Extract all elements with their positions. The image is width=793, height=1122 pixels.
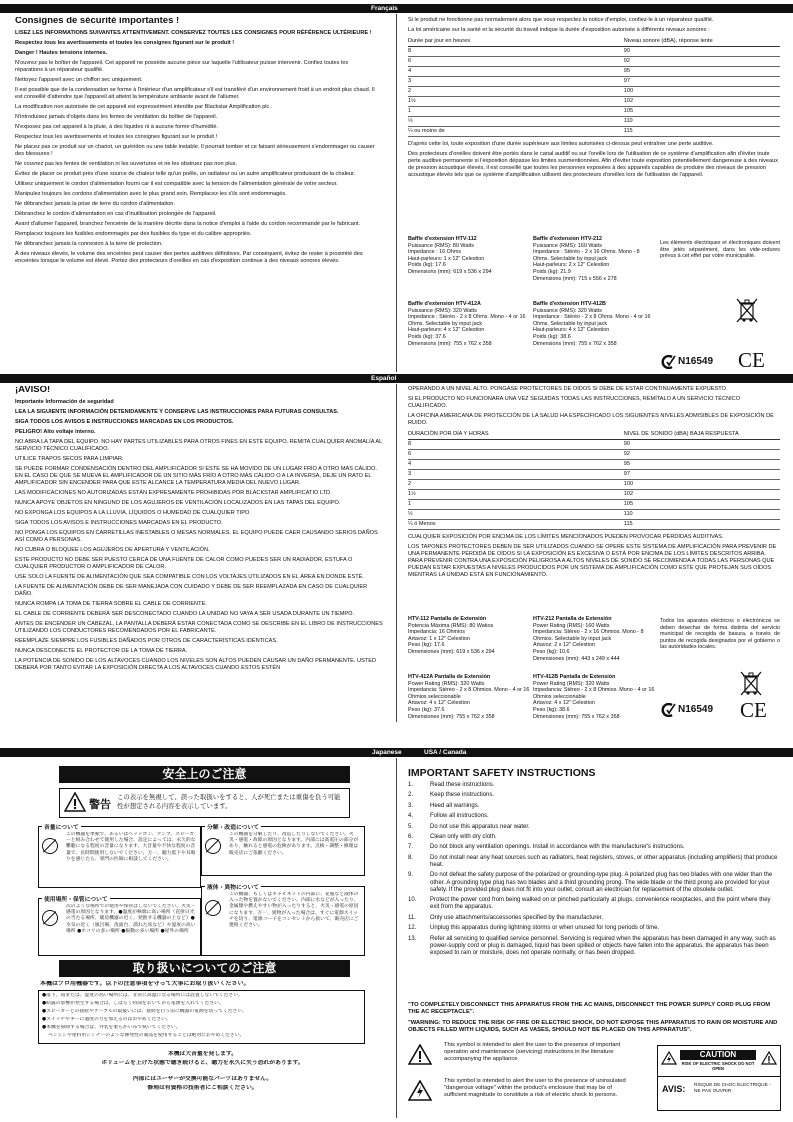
spec-line: Artavoz: 4 x 12" Celestion	[533, 700, 595, 707]
list-item	[408, 834, 780, 841]
spanish-r2: SI EL PRODUCTO NO FUNCIONARA UNA VEZ SEGUIDAS TODAS LAS INSTRUCCIONES, REMÍTALO A UN SERVICIO TÉCNICO CUALIFICADO.	[408, 396, 741, 409]
us-safety-list-wrap	[408, 782, 780, 960]
spec-line: Haut-parleurs: 4 x 12" Celestion	[408, 327, 485, 334]
section-label-japanese: Japanese	[372, 749, 402, 756]
french-cabinet-spec-2	[533, 236, 651, 282]
spanish-p10: NO EXPONGA LOS EQUIPOS A LA LLUVIA, LÍQUIDOS O HUMEDAD DE CUALQUIER TIPO.	[15, 510, 251, 516]
table-cell: 4	[408, 66, 624, 76]
list-item-number: 4.	[408, 813, 414, 820]
table-cell: 100	[624, 86, 780, 96]
spanish-cabinet-spec-1	[408, 616, 530, 656]
table-cell: 95	[624, 66, 780, 76]
spec-line: Puissance (RMS): 320 Watts	[408, 307, 478, 314]
caution-label	[657, 1045, 781, 1111]
spec-title: HTV-112 Pantalla de Extensión	[408, 616, 487, 622]
spec-line: Artavoz: 4 x 12" Celestion	[408, 700, 470, 707]
table-row	[408, 439, 780, 449]
jp-footer-2: ボリュームを上げた状態で聴き続けると、聴力を永久に失う恐れがあります。	[101, 1060, 304, 1066]
french-title: Consignes de sécurité importantes !	[15, 17, 180, 26]
spec-line: Haut-parleurs: 2 x 12" Celestion	[533, 262, 610, 269]
spec-line: Peso (kg): 10.6	[533, 648, 570, 655]
list-item-text: Follow all instructions.	[430, 813, 489, 820]
french-cabinet-spec-3	[408, 301, 528, 347]
spanish-p14: ESTE PRODUCTO NO DEBE SER PUESTO CERCA DE UNA FUENTE DE CALOR COMO PUEDES SER UN RADIADOR, ESTUFA O CUALQUIER PRODUCTOR O AMPLIFICADOR DE CALOR.	[15, 557, 353, 570]
french-p16: Ne débranchez jamais la prise de terre du cordon d'alimentation.	[15, 201, 175, 207]
table-cell: 1½	[408, 489, 624, 499]
table-header-row	[408, 37, 780, 46]
spanish-p9: NUNCA APOYE OBJETOS EN NINGUNO DE LOS AGUJEROS DE VENTILACIÓN LOCALIZADOS EN LAS TAPAS DEL EQUIPO.	[15, 500, 341, 506]
spec-line: Poids (kg): 37.6	[408, 333, 446, 340]
french-r2: La loi américaine sur la santé et la sécurité du travail indique la durée d'exposition autorisée à différents niveaux sonores :	[408, 27, 710, 33]
us-symbol-text-1: This symbol is intended to alert the user to the presence of important operation and maintenance (servicing) instructions in the literature accompanying the appliance.	[444, 1042, 621, 1063]
french-p2: Respectez tous les avertissements et toutes les consignes figurant sur le produit !	[15, 40, 235, 46]
french-p8: N'introduisez jamais d'objets dans les fentes de ventilation du boîtier de l'appareil.	[15, 114, 218, 120]
spec-line: Dimensiones (mm): 619 x 536 x 294	[408, 648, 495, 655]
spec-line: Impedance : 16 Ohms	[408, 249, 462, 256]
spec-title: HTV-212 Pantalla de Extensión	[533, 616, 612, 622]
bottom-column-divider	[396, 758, 397, 1118]
table-row	[408, 66, 780, 76]
spanish-cabinet-spec-4	[533, 674, 655, 720]
ce-mark: CE	[740, 698, 767, 722]
jp-warning-text: この表示を無視して、誤った取扱いをすると、人が死亡または重傷を負う可能性が想定される内容を表示しています。	[117, 793, 341, 810]
us-safety-title: IMPORTANT SAFETY INSTRUCTIONS	[408, 767, 596, 779]
table-cell: 1	[408, 499, 624, 509]
table-row	[408, 479, 780, 489]
compliance-number: N16549	[678, 704, 714, 715]
spec-line: Peso (kg): 37.6	[408, 706, 445, 713]
jp-handling-title: 取り扱いについてのご注意	[59, 960, 350, 977]
spanish-p5: NO ABRA LA TAPA DEL EQUIPO. NO HAY PARTES UTILIZABLES PARA OTROS FINES EN ESTE EQUIPO. REMITA CUALQUIER ANOMALÍA AL SERVICIO TÉCNICO CUALIFICADO.	[15, 439, 383, 452]
list-item	[408, 813, 780, 820]
table-cell: 90	[624, 439, 780, 449]
spec-title: Baffle d'extension HTV-412B	[533, 301, 606, 307]
weee-bin-icon	[736, 297, 758, 324]
french-p19: Remplacez toujours les fusibles endommagés par des fusibles du type et du calibre appropriés.	[15, 231, 252, 237]
jp-text-liquids: この機器、もしくはキャビネットの内部に、花瓶など液体の入った物を置かないでください。内部に水などが入ったり、金属類や燃えやすい物が入ったりすると、火災・感電の原因になります。万一、異物が入った場合は、すぐに電源スイッチを切り、電源コードをコンセントから抜いて、販売店にご連絡ください。	[229, 892, 359, 929]
list-item-number: 11.	[408, 914, 416, 921]
spec-line: Potencia Máxima (RMS): 80 Watios	[408, 622, 494, 629]
table-header-cell: Durée par jour en heures	[408, 37, 624, 46]
table-row	[408, 509, 780, 519]
prohibited-icon	[205, 838, 221, 854]
spanish-p7: SE PUEDE FORMAR CONDENSACIÓN DENTRO DEL AMPLIFICADOR SI ESTE SE HA MOVIDO DE UN LUGAR FRÍO A OTRO MÁS CÁLIDO. EN EL CASO DE QUE SE MUEVA EL AMPLIFICADOR DE UN SITIO MÁS FRÍO A OTRO MÁS CÁLIDO O A LA INVERSA, DEJE UN RATO EL AMPLIFICADOR SIN ENCENDER PARA QUE ESTE ALCANCE LA TEMPERATURA MEDIA DEL NUEVO LUGAR.	[15, 466, 377, 486]
list-item	[408, 844, 780, 851]
caution-title: CAUTION	[680, 1050, 756, 1060]
us-warning-disconnect: "TO COMPLETELY DISCONNECT THIS APPARATUS FROM THE AC MAINS, DISCONNECT THE POWER SUPPLY CORD PLUG FROM THE AC RECEPTACLE".	[408, 1002, 771, 1016]
table-cell: 97	[624, 76, 780, 86]
jp-handling-sub: 本機はプロ用機器です。以下の注意事項を守って大事にお取り扱いください。	[40, 981, 250, 987]
table-cell: 3	[408, 76, 624, 86]
list-item	[408, 803, 780, 810]
spanish-p12: NO PONGA LOS EQUIPOS EN CARRETILLAS INESTABLES O MESAS NORMALES. EL EQUIPO PUEDE CAER CAUSANDO SERIOS DAÑOS ASÍ COMO A PERSONAS.	[15, 530, 378, 543]
weee-bin-icon	[740, 670, 762, 697]
jp-heading-liquids: 液体・異物について	[205, 882, 261, 891]
spanish-p1: Importante Información de seguridad	[15, 399, 114, 405]
exclamation-triangle-icon	[761, 1051, 777, 1065]
french-p1: LISEZ LES INFORMATIONS SUIVANTES ATTENTIVEMENT. CONSERVEZ TOUTES LES CONSIGNES POUR RÉFÉRENCE ULTÉRIEURE !	[15, 30, 372, 36]
french-p13: Évitez de placer ce produit près d'une source de chaleur telle qu'un poêle, un radiateur ou un autre amplificateur produisant de la chaleur.	[15, 171, 356, 177]
compliance-number: N16549	[678, 356, 714, 367]
spec-line: Power Rating (RMS): 320 Watts	[533, 680, 610, 687]
spec-line: Impedancia: Stéreo - 2 x 8 Ohmios. Mono - 4 or 16 Ohmios seleccionable	[533, 687, 655, 700]
list-item-text: Keep these instructions.	[430, 792, 495, 799]
list-item-number: 8.	[408, 854, 414, 861]
spec-line: Power Rating (RMS): 320 Watts	[408, 680, 485, 687]
list-item	[408, 792, 780, 799]
table-row	[408, 116, 780, 126]
table-cell: 95	[624, 459, 780, 469]
us-safety-list	[408, 782, 780, 957]
list-item	[408, 925, 780, 932]
table-header-row	[408, 430, 780, 439]
list-item-number: 3.	[408, 802, 414, 809]
french-p5: Nettoyez l'appareil avec un chiffon sec uniquement.	[15, 77, 143, 83]
spec-line: Poids (kg): 21.9	[533, 268, 571, 275]
jp-footer-1: 本機は大音量を発します。	[167, 1051, 238, 1057]
french-p12: Ne couvrez pas les fentes de ventilation ni les ouvertures et ne les obstruez pas non plus.	[15, 161, 238, 167]
lightning-triangle-icon	[408, 1080, 432, 1101]
table-row	[408, 449, 780, 459]
spec-line: Haut-parleurs: 4 x 12" Celestion	[533, 327, 610, 334]
table-cell: 105	[624, 499, 780, 509]
table-header-cell: NIVEL DE SONIDO (dBA) BAJA RESPUESTA	[624, 430, 780, 439]
spec-title: HTV-412B Pantalla de Extensión	[533, 674, 616, 680]
spanish-p21: NUNCA DESCONECTE EL PROTECTOR DE LA TOMA DE TIERRA.	[15, 648, 188, 654]
table-row	[408, 86, 780, 96]
table-cell: 97	[624, 469, 780, 479]
spanish-right-column	[408, 386, 780, 612]
list-item-text: Do not install near any heat sources such as radiators, heat registers, stoves, or other apparatus (including amplifiers) that produce heat.	[430, 854, 778, 868]
french-cabinet-spec-1	[408, 236, 528, 276]
jp-warning-label: 警告	[89, 798, 111, 811]
list-item-text: Read these instructions.	[430, 782, 495, 788]
spec-line: Peso (kg): 38.6	[533, 706, 570, 713]
table-cell: 2	[408, 86, 624, 96]
spec-line: Puissance (RMS): 320 Watts	[533, 307, 603, 314]
list-item-text: Do not use this apparatus near water.	[430, 823, 530, 830]
spec-line: Impedancia: Stéreo - 2 x 8 Ohmios. Mono - 4 or 16 Ohmios seleccionable	[408, 687, 530, 700]
list-item-text: Protect the power cord from being walked on or pinched particularly at plugs, convenience receptacles, and the point where they exit from the apparatus.	[430, 897, 771, 911]
french-p17: Débranchez le cordon d'alimentation en cas d'inutilisation prolongée de l'appareil.	[15, 211, 217, 217]
french-column-divider	[396, 14, 397, 372]
spanish-noise-table	[408, 430, 780, 530]
section-bar-french	[0, 4, 793, 13]
section-bar-japanese-usa	[0, 748, 793, 757]
caution-divider	[658, 1076, 780, 1077]
table-cell: 6	[408, 449, 624, 459]
french-cabinet-spec-4	[533, 301, 651, 347]
jp-text-volume: この機器を単独で、あるいはヘッドホン、アンプ、スピーカーと組み合わせて使用した場合、設定によっては、永久的な難聴になる程度の音量になります。大音量や不快な程度の音量で、長時間使用しないでください。万一、聴力低下や耳鳴りを感じたら、専門の医師に相談してください。	[66, 832, 196, 862]
list-item-text: Refer all servicing to qualified service personnel. Servicing is required when the apparatus has been damaged in any way, such as power-supply cord or plug is damaged, liquid has been spilled or objects have fallen into the apparatus, the apparatus has been exposed to rain or moisture, does not operate normally, or has been dropped.	[430, 935, 776, 956]
jp-bullet-3: ●スピーカーとの接続やケーブルの取扱いには、接続を行う前に機器の電源を切ってください。	[42, 1009, 247, 1014]
exclamation-triangle-icon	[408, 1044, 432, 1065]
spec-line: Impedance : Stéréo - 2 x 8 Ohms. Mono - 4 or 16 Ohms. Selectable by input jack	[408, 314, 526, 327]
jp-bullet-4: ●スイッチやキーに過度の力を加えるのはおやめください。	[42, 1017, 171, 1022]
french-right-column	[408, 17, 780, 232]
jp-text-location: 次のような場所での使用や保管はしないでください。火災・感電の原因となります。●温度が極端に高い場所（直射日光の当たる場所、暖房機器の近く、発熱する機器の上など）●水気の近く（風呂場、洗面台、濡れた床など）や湿度の高い場所 ●ホコリの多い場所 ●振動の多い場所 ●屋外の場所	[66, 904, 196, 934]
table-cell: 92	[624, 56, 780, 66]
spec-line: Artavoz: 1 x 12" Celestion	[408, 635, 470, 642]
warning-triangle-icon	[64, 792, 86, 812]
spanish-r3: LA OFICINA AMERICANA DE PROTECCIÓN DE LA SALUD HA ESPECIFICADO LOS SIGUIENTES NIVELES ADMISIBLES DE EXPOSICIÓN DE RUIDO.	[408, 413, 774, 426]
jp-bullet-6: ベンジンや塗料用シンナーのような揮発性の薬品を使用することは絶対におやめください。	[48, 1033, 245, 1038]
table-cell: 2	[408, 479, 624, 489]
table-cell: 105	[624, 106, 780, 116]
spec-line: Puissance (RMS): 160 Watts	[533, 242, 603, 249]
table-cell: ¼ ó Menos	[408, 519, 624, 529]
table-cell: 115	[624, 519, 780, 529]
spec-line: Poids (kg): 38.6	[533, 333, 571, 340]
table-row	[408, 96, 780, 106]
spanish-p6: UTILICE TRAPOS SECOS PARA LIMPIAR.	[15, 456, 124, 462]
spec-line: Impedancia: Stéreo - 2 x 16 Ohmios. Mono - 8 Ohmios. Selectable by input jack	[533, 629, 644, 642]
spanish-p16: LA FUENTE DE ALIMENTACIÓN DEBE DE SER MANEJADA CON CUIDADO Y DEBE DE SER REEMPLAZADA EN CASO DE CUALQUIER DAÑO.	[15, 584, 368, 597]
table-cell: ¼ ou moins de	[408, 126, 624, 136]
spec-line: Impedancia: 16 Ohmios	[408, 629, 465, 636]
list-item-text: Do not defeat the safety purpose of the polarized or grounding-type plug. A polarized plug has two blades with one wider than the other. A grounding type plug has two blades and a third grounding prong. The wide blade or the third prong are provided for your safety. If the provided plug does not fit into your outlet, consult an electrician for replacement of the obsolete outlet.	[430, 872, 773, 893]
list-item-number: 12.	[408, 925, 417, 932]
jp-bullet-2: ●結露の影響が発生する場合は、しばらく時間をおいてから電源を入れてください。	[42, 1001, 224, 1006]
caution-subtext: RISK OF ELECTRIC SHOCK DO NOT OPEN	[681, 1061, 755, 1071]
table-row	[408, 106, 780, 116]
french-p10: Respectez tous les avertissements et toutes les consignes figurant sur le produit !	[15, 134, 218, 140]
french-p15: Manipulez toujours les cordons d'alimentation avec le plus grand soin. Remplacez-les s'ils sont endommagés.	[15, 191, 287, 197]
jp-text-disassembly: この機器を分解したり、改造したりしないでください。火災・感電・故障の原因となります。内部には高電圧の部分があり、触れると感電の危険があります。点検・調整・修理は販売店にご依頼ください。	[229, 832, 359, 856]
spec-line: Dimensiones (mm): 755 x 762 x 358	[533, 713, 620, 720]
spanish-p4: PELIGRO! Alto voltaje interno.	[15, 429, 96, 435]
table-cell: ½	[408, 116, 624, 126]
section-label-french: Français	[371, 5, 398, 12]
spanish-cabinet-spec-2	[533, 616, 655, 662]
list-item	[408, 915, 780, 922]
spanish-p8: LAS MODIFICACIONES NO AUTORIZADAS ESTÁN EXPRESAMENTE PROHIBIDAS POR BLACKSTAR AMPLIFICATIO LTD.	[15, 490, 332, 496]
section-label-spanish: Español	[371, 375, 397, 382]
spec-line: Poids (kg): 17.6	[408, 262, 446, 269]
prohibited-icon	[42, 910, 58, 926]
table-cell: 100	[624, 479, 780, 489]
jp-footer-3: 内部にはユーザーが交換可能なパーツはありません。	[132, 1076, 273, 1082]
spec-line: Peso (kg): 17.6	[408, 642, 445, 649]
jp-heading-volume: 音量について	[42, 822, 81, 831]
table-row	[408, 126, 780, 136]
spanish-r4: CUALQUIER EXPOSICIÓN POR ENCIMA DE LOS LÍMITES MENCIONADOS PUEDEN PROVOCAR PÉRDIDAS AUDITIVAS.	[408, 533, 724, 540]
spanish-p15: USE SOLO LA FUENTE DE ALIMENTACIÓN QUE SEA COMPATIBLE CON LOS VOLTAJES UTILIZADOS EN EL ÁREA EN DONDE ESTÉ.	[15, 574, 364, 580]
table-cell: 110	[624, 116, 780, 126]
french-p20: Ne débranchez jamais la connexion à la terre de protection.	[15, 241, 163, 247]
spanish-column-divider	[396, 384, 397, 722]
french-p14: Utilisez uniquement le cordon d'alimentation fourni car il est compatible avec la tension de l'alimentation générale de votre secteur.	[15, 181, 338, 187]
spanish-p18: EL CABLE DE CORRIENTE DEBERÁ SER DESCONECTADO CUANDO LA UNIDAD NO VAYA A SER USADA DURANTE UN TIEMPO.	[15, 611, 355, 617]
list-item-number: 6.	[408, 833, 414, 840]
table-row	[408, 46, 780, 56]
jp-heading-disassembly: 分解・改造について	[205, 822, 261, 831]
list-item-text: Heed all warnings.	[430, 802, 480, 809]
spec-title: Baffle d'extension HTV-112	[408, 236, 477, 242]
list-item-text: Only use attachments/accessories specified by the manufacturer.	[430, 914, 604, 921]
spec-line: Impedance : Stéréo - 2 x 8 Ohms. Mono - 4 or 16 Ohms. Selectable by input jack	[533, 314, 651, 327]
spec-line: Dimensiones (mm): 443 x 249 x 444	[533, 655, 620, 662]
french-p9: N'exposez pas cet appareil à la pluie, à des liquides ni à aucune forme d'humidité.	[15, 124, 219, 130]
us-warning-moisture: "WARNING: TO REDUCE THE RISK OF FIRE OR ELECTRIC SHOCK, DO NOT EXPOSE THIS APPARATUS TO RAIN OR MOISTURE AND OBJECTS FILLED WITH LIQUIDS, SUCH AS VASES, SHOULD NOT BE PLACED ON THIS APPARATUS".	[408, 1020, 778, 1034]
french-p18: Avant d'allumer l'appareil, branchez l'enceinte de la manière décrite dans la notice d'emploi à l'aide du cordon recommandé par le fabricant.	[15, 221, 361, 227]
spanish-p3: SIGA TODOS LOS AVISOS E INSTRUCCIONES MARCADAS EN LOS PRODUCTOS.	[15, 419, 234, 425]
table-row	[408, 519, 780, 529]
french-r1: Si le produit ne fonctionne pas normalement alors que vous respectez la notice d'emploi, confiez-le à un réparateur qualifié.	[408, 17, 714, 23]
list-item-text: Clean only with dry cloth.	[430, 833, 497, 840]
spec-line: Puissance (RMS): 80 Watts	[408, 242, 475, 249]
french-noise-table	[408, 37, 780, 137]
table-cell: 115	[624, 126, 780, 136]
spanish-left-column	[15, 386, 385, 720]
table-row	[408, 56, 780, 66]
spec-line: Impedance : Stéréo - 2 x 16 Ohms. Mono - 8 Ohms. Selectable by input jack	[533, 249, 640, 262]
spanish-p11: SIGA TODOS LOS AVISOS E INSTRUCCIONES MARCADAS EN EL PRODUCTO.	[15, 520, 223, 526]
list-item-text: Do not block any ventilation openings. Install in accordance with the manufacturer's instructions.	[430, 844, 685, 851]
french-p11: Ne placez pas ce produit sur un chariot, un guéridon ou une table instable. Il pourrait tomber et ce faisant sérieusement s'endommager ou causer des blessures !	[15, 144, 375, 157]
table-row	[408, 469, 780, 479]
jp-bullet-5: ●本機を掃除する場合は、外装を柔らかい布で拭いてください。	[42, 1025, 181, 1030]
prohibited-icon	[205, 900, 221, 916]
spanish-p19: ANTES DE ENCENDER UN CABEZAL, LA PANTALLA DEBERÁ ESTAR CONECTADA COMO SE DESCRIBE EN EL LIBRO DE INSTRUCCIONES UTILIZANDO LOS CONDUCTORES RECOMENDADOS POR EL FABRICANTE.	[15, 621, 383, 634]
table-cell: ½	[408, 509, 624, 519]
c-tick-mark-icon	[661, 703, 677, 717]
list-item-number: 7.	[408, 844, 414, 851]
list-item	[408, 782, 780, 789]
french-p6: Il est possible que de la condensation se forme à l'intérieur d'un amplificateur s'il est transféré d'un environnement froid à un endroit plus chaud. Il est conseillé d'attendre que l'appareil ait atteint la température ambiante avant de l'allumer.	[15, 87, 375, 100]
spanish-cabinet-spec-3	[408, 674, 530, 720]
table-cell: 102	[624, 489, 780, 499]
list-item	[408, 872, 780, 894]
french-p7: La modification non autorisée de cet appareil est expressément interdite par Blackstar Amplification plc.	[15, 104, 271, 110]
spanish-r1: OPERANDO A UN NIVEL ALTO. PONGASE PROTECTORES DE OIDOS SI DEBE DE ESTAR CONTINUAMENTE EXPUESTO.	[408, 386, 728, 392]
spec-line: Dimensions (mm): 755 x 762 x 358	[408, 340, 492, 347]
section-label-usa: USA / Canada	[424, 749, 467, 756]
list-item-number: 9.	[408, 872, 414, 879]
table-cell: 110	[624, 509, 780, 519]
spec-line: Dimensions (mm): 619 x 536 x 294	[408, 268, 492, 275]
list-item	[408, 824, 780, 831]
list-item-number: 10.	[408, 897, 417, 904]
spec-line: Artavoz: 2 x 12" Celestion	[533, 642, 595, 649]
jp-safety-title: 安全上のご注意	[59, 766, 350, 783]
list-item-number: 13.	[408, 935, 417, 942]
table-header-cell: DURACIÓN POR DÍA Y HORAS	[408, 430, 624, 439]
spec-line: Haut-parleurs: 1 x 12" Celestion	[408, 255, 485, 262]
table-cell: 6	[408, 56, 624, 66]
avis-label: AVIS:	[662, 1084, 686, 1094]
french-left-column	[15, 17, 377, 372]
spec-title: HTV-412A Pantalla de Extensión	[408, 674, 491, 680]
spanish-p17: NUNCA ROMPA LA TOMA DE TIERRA SOBRE EL CABLE DE CORRIENTE.	[15, 601, 207, 607]
table-cell: 8	[408, 439, 624, 449]
list-item-number: 5.	[408, 823, 414, 830]
spanish-r5: LOS TAPONES PROTECTORES DEBEN DE SER UTILIZADOS CUANDO SE OPERE ESTE SISTEMA DE AMPLIFICACIÓN PARA PREVENIR DE UNA PERMANENTE PÉRDIDA DE OÍDOS SI LA EXPOSICIÓN ES EXCESIVA O ESTÁ POR ENCIMA DE LOS LÍMITES DESCRITOS ARRIBA. PARA PREVENIR CONTRA UNA EXPOSICIÓN PELIGROSA A ALTOS NIVELES DE SONIDO SE RECOMIENDA A TODAS LAS PERSONAS QUE PUEDAN ESTAR EXPUESTAS A NIVELES PRODUCIDOS POR UN SISTEMA DE AMPLIFICACIÓN COMO ESTE QUE PROTEJAN SUS OÍDOS MIENTRAS LA UNIDAD ESTÁ EN FUNCIONAMIENTO.	[408, 543, 777, 578]
list-item	[408, 855, 780, 869]
list-item	[408, 897, 780, 911]
spanish-p22: LA POTENCIA DE SONIDO DE LOS ALTAVOCES CUANDO LOS NIVELES SON ALTOS PUEDEN CAUSAR UN DAÑO PERMANENTE. USTED DEBERÁ POR TANTO EVITAR LA EXPOSICIÓN DIRECTA A LOS ALTAVOCES CUANDO ESTOS ESTÉN	[15, 658, 376, 671]
lightning-triangle-icon	[661, 1051, 677, 1065]
spanish-p2: LEA LA SIGUIENTE INFORMACIÓN DETENIDAMENTE Y CONSERVE LAS INSTRUCCIONES PARA FUTURAS CONSULTAS.	[15, 409, 339, 415]
section-bar-spanish	[0, 374, 793, 383]
spec-title: Baffle d'extension HTV-212	[533, 236, 602, 242]
c-tick-mark-icon	[661, 355, 677, 369]
table-cell: 4	[408, 459, 624, 469]
spec-line: Dimensions (mm): 715 x 556 x 278	[533, 275, 617, 282]
list-item-number: 1.	[408, 782, 414, 788]
french-p4: N'ouvrez pas le boîtier de l'appareil. Cet appareil ne possède aucune pièce sur laquelle l'utilisateur puisse intervenir. Confiez toutes les réparations à un réparateur qualifié.	[15, 60, 349, 73]
ce-mark: CE	[738, 348, 765, 372]
jp-heading-location: 使用場所・保管について	[42, 894, 110, 903]
list-item-number: 2.	[408, 792, 414, 799]
french-p21: À des niveaux élevés, le volume des enceintes peut causer des pertes auditives définitives. Par conséquent, évitez de rester à proximité des enceintes lorsque le volume est élevé. Portez des protecteurs d'oreilles en cas d'exposition continue à des niveaux sonores élevés.	[15, 251, 363, 264]
spec-line: Power Rating (RMS): 160 Watts	[533, 622, 610, 629]
avis-subtext: RISQUE DE CHOC ÉLECTRIQUE - NE PAS OUVRIR	[694, 1083, 771, 1094]
prohibited-icon	[42, 838, 58, 854]
french-p3: Danger ! Hautes tensions internes.	[15, 50, 108, 56]
spanish-p20: REEMPLAZE SIEMPRE LOS FUSIBLES DAÑADOS POR OTROS DE CARACTERÍSTICAS IDÉNTICAS.	[15, 638, 278, 644]
list-item-text: Unplug this apparatus during lightning storms or when unused for long periods of time.	[430, 925, 660, 932]
table-row	[408, 459, 780, 469]
list-item	[408, 936, 780, 958]
french-recycle-note: Les éléments électriques et électroniques doivent être jetés séparément, dans les vide-ordures prévus à cet effet par votre municipalité.	[660, 240, 780, 260]
spec-line: Dimensions (mm): 755 x 762 x 358	[533, 340, 617, 347]
table-header-cell: Niveau sonore (dBA), réponse lente	[624, 37, 780, 46]
spanish-p13: NO CUBRA O BLOQUEE LOS AGUJEROS DE APERTURA Y VENTILACIÓN.	[15, 547, 210, 553]
table-row	[408, 499, 780, 509]
table-row	[408, 489, 780, 499]
table-cell: 1	[408, 106, 624, 116]
jp-footer-4: 修理は有資格の技術者にご相談ください。	[147, 1085, 258, 1091]
us-symbol-text-2: This symbol is intended to alert the user to the presence of uninsulated "dangerous voltage" within the product's enclosure that may be of sufficient magnitude to constitute a risk of electric shock to persons.	[444, 1078, 626, 1099]
table-cell: 8	[408, 46, 624, 56]
table-cell: 1½	[408, 96, 624, 106]
spec-title: Baffle d'extension HTV-412A	[408, 301, 481, 307]
spanish-recycle-note: Todos los aparatos eléctricos o electrónicos se deben desechar de forma distinta del servicio municipal de recogida de basura, a través de puntos de recogida designados por el gobierno o las autoridades locales.	[660, 618, 780, 651]
table-row	[408, 76, 780, 86]
table-cell: 92	[624, 449, 780, 459]
table-cell: 90	[624, 46, 780, 56]
table-cell: 102	[624, 96, 780, 106]
french-r3: D'après cette loi, toute exposition d'une durée supérieure aux limites autorisées ci-dessus peut entraîner une perte auditive.	[408, 140, 714, 147]
jp-bullet-1: ●落下、雨または、湿度の高い場所には、非常に高温になる場所には設置しないでください。	[42, 993, 243, 998]
spanish-title: ¡AVISO!	[15, 386, 51, 395]
french-r4: Des protecteurs d'oreilles doivent être portés dans le canal auditif ou sur l'oreille lors de l'utilisation de ce système d'amplification afin d'éviter toute perte auditive permanente si l'exposition dépasse les limites susmentionnées. Afin d'éviter toute exposition potentiellement dangereuse à des niveaux de pression acoustique élevés, il est conseillé que toutes les personnes exposées à des appareils capables de produire des niveaux de pression acoustique élevés tels que ce système d'amplification utilisent des protecteurs d'oreilles lors de l'utilisation de l'appareil.	[408, 150, 778, 178]
table-cell: 3	[408, 469, 624, 479]
spec-line: Dimensiones (mm): 755 x 762 x 358	[408, 713, 495, 720]
